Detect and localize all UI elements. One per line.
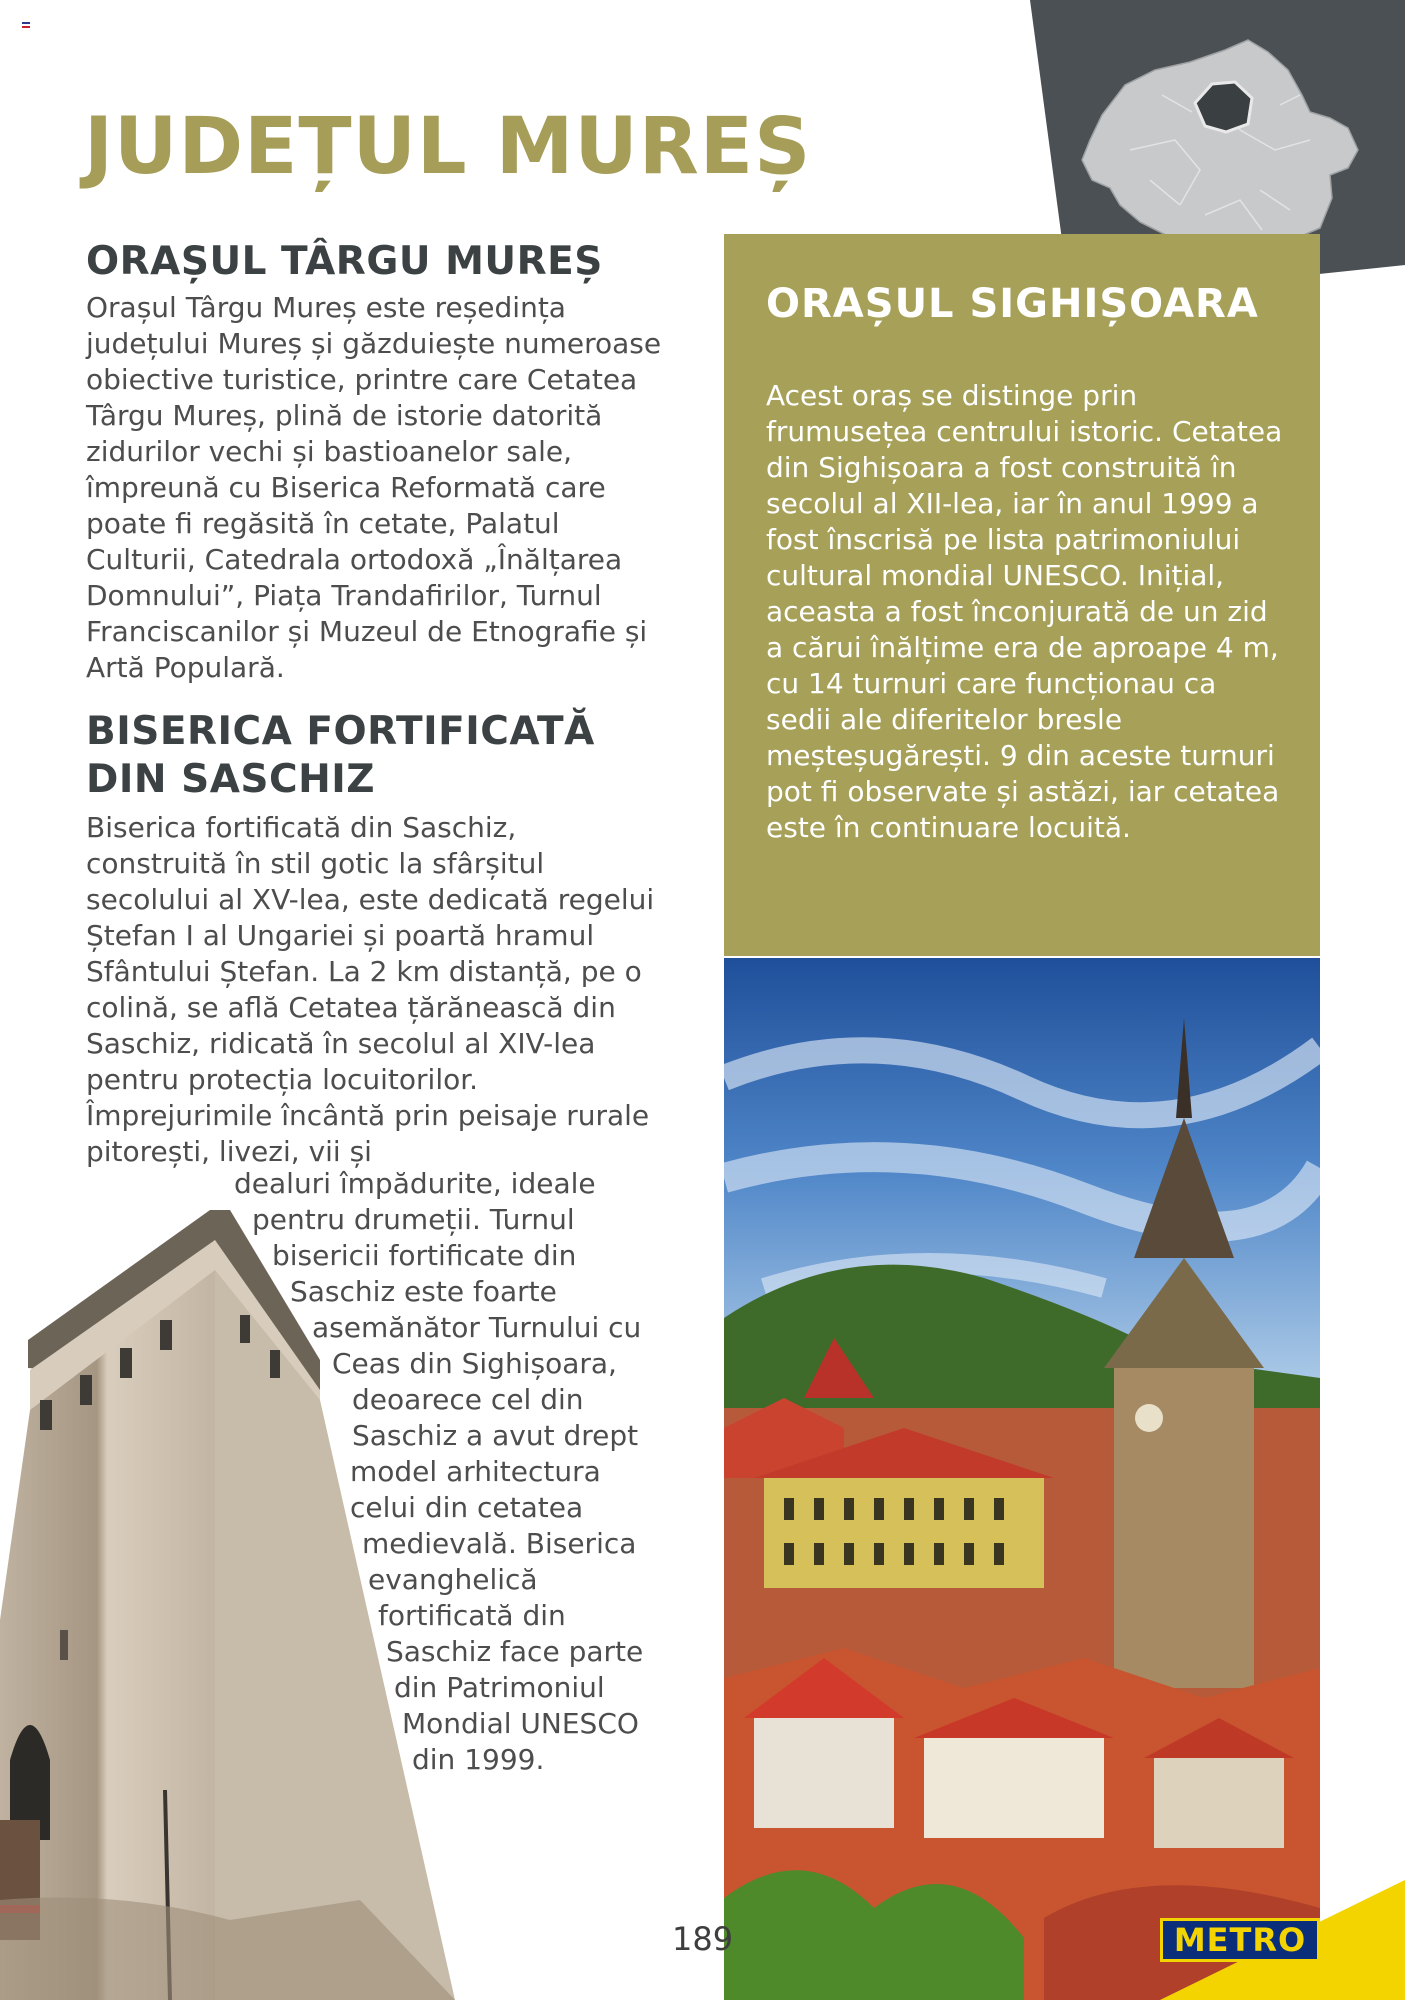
page-number: 189 xyxy=(672,1920,734,1958)
sighisoara-photo xyxy=(724,958,1320,2000)
section-text: Orașul Târgu Mureș este reședința județului Mureș și găzduiește numeroase obiective turistice, printre care Cetatea Târgu Mureș, plină de istorie datorită zidurilor vechi și bastioanelor sale, împreună cu Biserica Reformată care poate fi regăsită în cetate, Palatul Culturii, Catedrala ortodoxă „Înălțarea Domnului”, Piața Trandafirilor, Turnul Franciscanilor și Muzeul de Etnografie și Artă Populară. xyxy=(86,291,662,684)
text-line: asemănător Turnului cu xyxy=(312,1311,642,1344)
section-heading: BISERICA FORTIFICATĂ DIN SASCHIZ xyxy=(86,709,595,802)
text-line: Ceas din Sighișoara, xyxy=(332,1347,617,1380)
text-line: celui din cetatea xyxy=(350,1491,584,1524)
section-targu-mures xyxy=(86,238,676,686)
text-line: dealuri împădurite, ideale xyxy=(234,1167,596,1200)
flag-icon xyxy=(22,22,30,28)
page-title: JUDEȚUL MUREȘ xyxy=(84,102,812,192)
text-line: Saschiz a avut drept xyxy=(352,1419,639,1452)
text-line: evanghelică xyxy=(368,1563,538,1596)
sighisoara-box xyxy=(724,234,1320,956)
text-line: Saschiz este foarte xyxy=(290,1275,557,1308)
metro-logo: METRO xyxy=(1160,1918,1320,1962)
section-text: Biserica fortificată din Saschiz, construită în stil gotic la sfârșitul secolului al XV-lea, este dedicată regelui Ștefan I al Ungariei și poartă hramul Sfântului Ștefan. La 2 km distanță, pe o colină, se află Cetatea țărănească din Saschiz, ridicată în secolul al XIV-lea pentru protecția locuitorilor. Împrejurimile încântă prin peisaje rurale pitorești, livezi, vii și xyxy=(86,811,655,1168)
text-line: din 1999. xyxy=(412,1743,545,1776)
section-saschiz xyxy=(86,708,656,1170)
section-text: Acest oraș se distinge prin frumusețea centrului istoric. Cetatea din Sighișoara a fost construită în secolul al XII-lea, iar în anul 1999 a fost înscrisă pe lista patrimoniului cultural mondial UNESCO. Inițial, aceasta a fost înconjurată de un zid a cărui înălțime era de aproape 4 m, cu 14 turnuri care funcționau ca sedii ale diferitelor bresle meșteșugărești. 9 din aceste turnuri pot fi observate și astăzi, iar cetatea este în continuare locuită. xyxy=(766,379,1283,844)
section-heading: ORAȘUL SIGHIȘOARA xyxy=(766,281,1259,327)
text-line: pentru drumeții. Turnul xyxy=(252,1203,575,1236)
section-heading: ORAȘUL TÂRGU MUREȘ xyxy=(86,239,603,284)
section-saschiz-continued xyxy=(86,1166,646,1778)
text-line: Saschiz face parte xyxy=(386,1635,644,1668)
text-line: bisericii fortificate din xyxy=(272,1239,577,1272)
text-line: medievală. Biserica xyxy=(362,1527,637,1560)
text-line: model arhitectura xyxy=(350,1455,601,1488)
text-line: deoarece cel din xyxy=(352,1383,584,1416)
text-line: din Patrimoniul xyxy=(394,1671,605,1704)
text-line: fortificată din xyxy=(378,1599,566,1632)
text-line: Mondial UNESCO xyxy=(402,1707,639,1740)
